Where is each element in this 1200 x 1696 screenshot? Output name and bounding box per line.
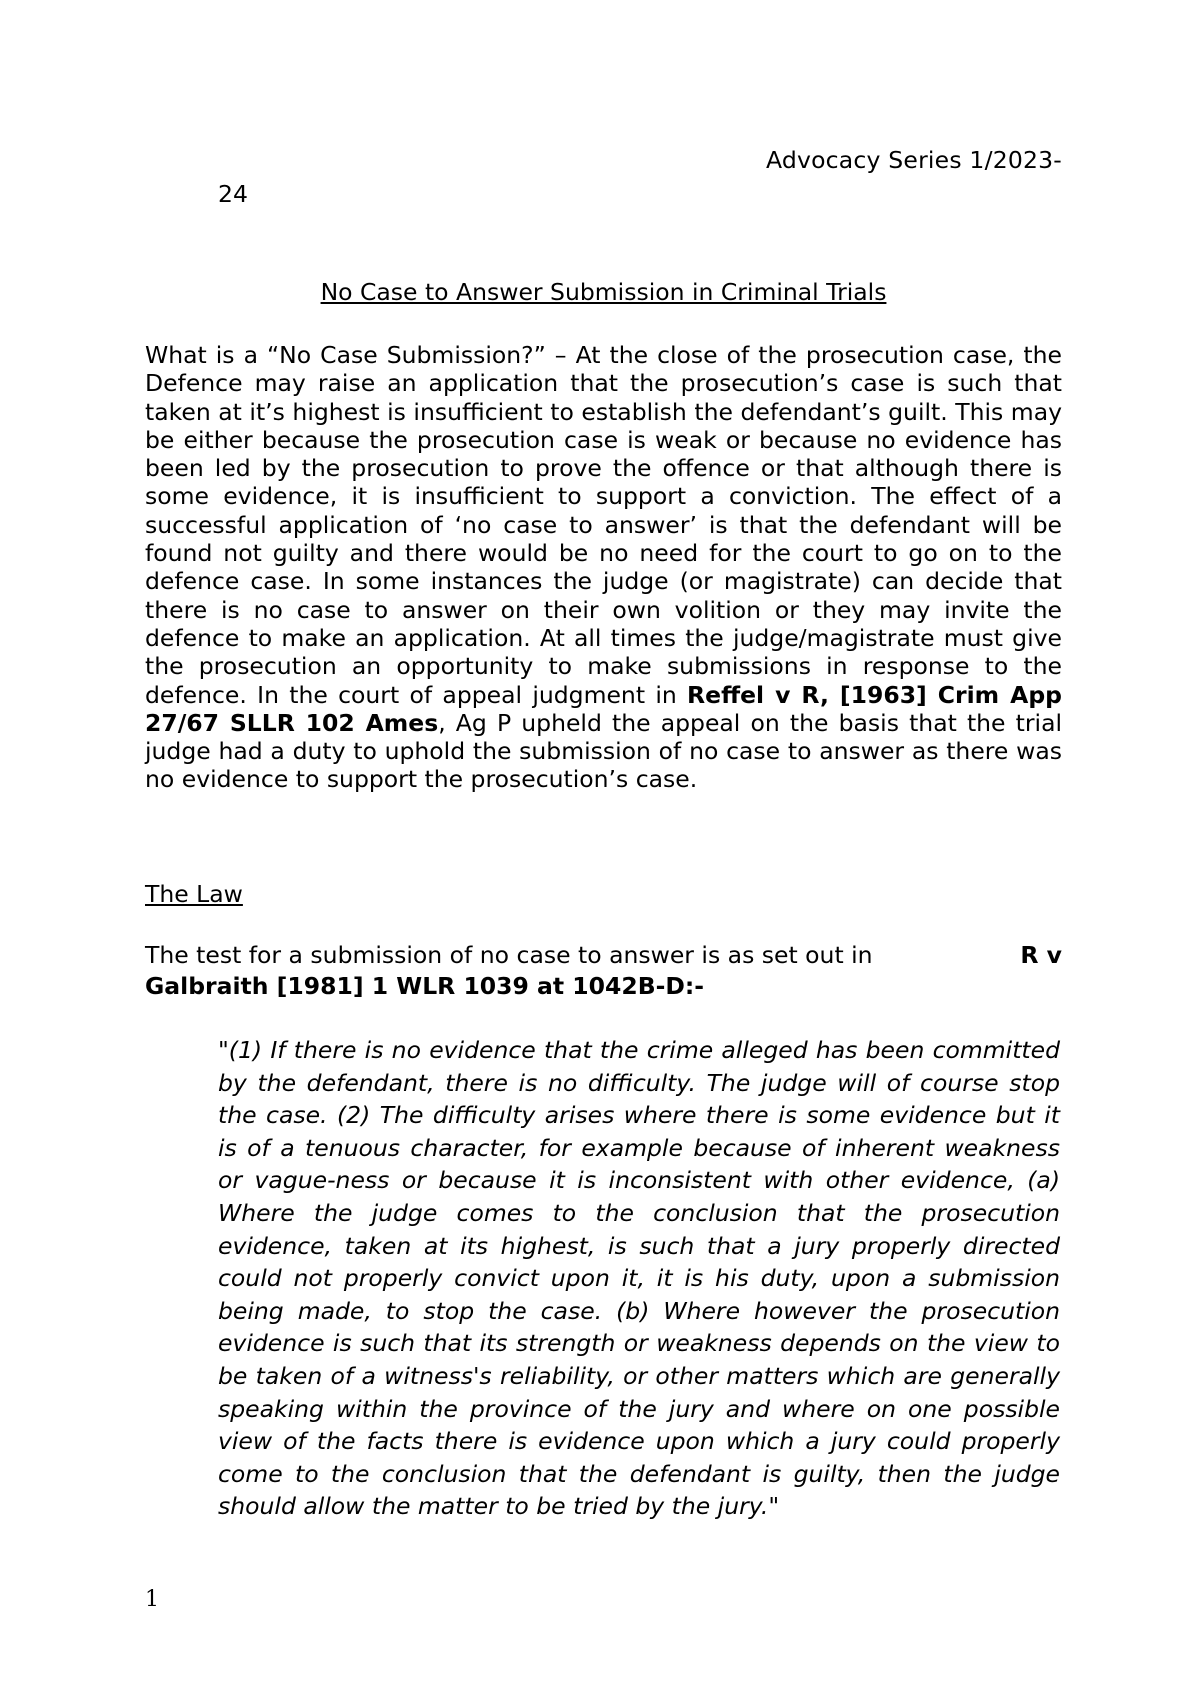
test-text: The test for a submission of no case to answer is as set out in xyxy=(145,941,873,969)
case-citation-reffel: Reffel v R, [1963] Crim App 27/67 SLLR 102 Ames xyxy=(145,680,1062,737)
test-paragraph xyxy=(145,940,1062,1002)
intro-text-b: , Ag P upheld the appeal on the basis that the trial judge had a duty to uphold the submission of no case to answer as there was no evidence to support the prosecution’s case. xyxy=(145,708,1062,794)
galbraith-quote: "(1) If there is no evidence that the crime alleged has been committed by the defendant, there is no difficulty. The judge will of course stop the case. (2) The difficulty arises where there is some evidence but it is of a tenuous character, for example because of inherent weakness or vague-ness or because it is inconsistent with other evidence, (a) Where the judge comes to the conclusion that the prosecution evidence, taken at its highest, is such that a jury properly directed could not properly convict upon it, it is his duty, upon a submission being made, to stop the case. (b) Where however the prosecution evidence is such that its strength or weakness depends on the view to be taken of a witness's reliability, or other matters which are generally speaking within the province of the jury and where on one possible view of the facts there is evidence upon which a jury could properly come to the conclusion that the defendant is guilty, then the judge should allow the matter to be tried by the jury." xyxy=(218,1036,1060,1521)
case-citation-r-v: R v xyxy=(1020,941,1062,969)
case-citation-galbraith: Galbraith [1981] 1 WLR 1039 at 1042B-D:- xyxy=(145,972,705,1000)
document-title: No Case to Answer Submission in Criminal Trials xyxy=(320,278,887,306)
section-heading-law: The Law xyxy=(145,880,243,908)
intro-text-a: What is a “No Case Submission?” – At the close of the prosecution case, the Defence may raise an application that the prosecution’s case is such that taken at it’s highest is insufficient to establish the defendant’s guilt. This may be either because the prosecution case is weak or because no evidence has been led by the prosecution to prove the offence or that although there is some evidence, it is insufficient to support a conviction. The effect of a successful application of ‘no case to answer’ is that the defendant will be found not guilty and there would be no need for the court to go on to the defence case. In some instances the judge (or magistrate) can decide that there is no case to answer on their own volition or they may invite the defence to make an application. At all times the judge/magistrate must give the prosecution an opportunity to make submissions in response to the defence. In the court of appeal judgment in xyxy=(145,341,1062,709)
page-number: 1 xyxy=(145,1587,159,1612)
series-header: Advocacy Series 1/2023- xyxy=(766,146,1062,174)
series-header-continuation: 24 xyxy=(218,180,248,208)
intro-paragraph xyxy=(145,341,1062,794)
